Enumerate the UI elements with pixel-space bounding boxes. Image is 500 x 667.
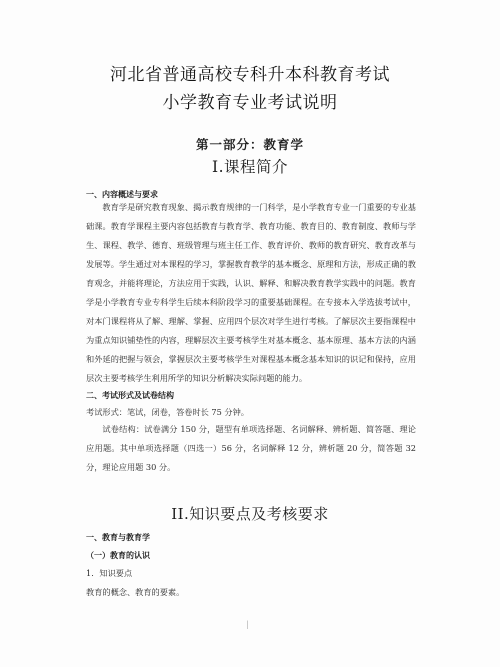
subheading-understanding-education: （一）教育的认识 bbox=[86, 551, 150, 560]
paragraph-course-overview: 教育学是研究教育现象、揭示教育规律的一门科学，是小学教育专业一门重要的专业基础课。教育学课程主要内容包括教育与教育学、教育功能、教育目的、教育制度、教师与学生、课程、教学、德育、班级管理与班主任工作、教育评价、教师的教育研究、教育改革与发展等。学生通过对本课程的学习，掌握教育教学的基本概念、原理和方法，形成正确的教育观念，并能将理论，方法应用于实践，认识、解释、和解决教育教学实践中的问题。教育学是小学教育专业专科学生后续本科阶段学习的重要基础课程。在专接本入学选拔考试中，对本门课程将从了解、理解、掌握、应用四个层次对学生进行考核。了解层次主要指课程中为重点知识铺垫性的内容，理解层次主要考核学生对基本概念、基本原理、基本方法的内涵和外延的把握与领会，掌握层次主要考核学生对课程基本概念基本知识的识记和保持，应用层次主要考核学生利用所学的知识分析解决实际问题的能力。 bbox=[86, 202, 416, 383]
knowledge-points-item: 1．知识要点 bbox=[86, 568, 133, 578]
section-heading-knowledge-points: II.知识要点及考核要求 bbox=[171, 505, 329, 523]
knowledge-points-text: 教育的概念、教育的要素。 bbox=[86, 587, 185, 597]
part-heading: 第一部分：教育学 bbox=[195, 137, 304, 152]
subheading-education-and-pedagogy: 一、教育与教育学 bbox=[86, 533, 150, 542]
subheading-exam-format: 二、考试形式及试卷结构 bbox=[86, 391, 174, 400]
exam-form-text: 考试形式：笔试，闭卷，答卷时长 75 分钟。 bbox=[86, 407, 249, 417]
paragraph-paper-structure: 试卷结构：试卷满分 150 分，题型有单项选择题、名词解释、辨析题、简答题、理论应用题。其中单项选择题（四选一）56 分，名词解释 12 分，辨析题 20 分，简答题 32 分，理论应用题 30 分。 bbox=[86, 424, 416, 472]
document-title-line2: 小学教育专业考试说明 bbox=[162, 93, 338, 113]
section-heading-course-intro: I.课程简介 bbox=[211, 158, 289, 176]
page-mark: | bbox=[246, 620, 249, 629]
document-title-line1: 河北省普通高校专科升本科教育考试 bbox=[110, 65, 390, 85]
subheading-content-overview: 一、内容概述与要求 bbox=[86, 190, 158, 199]
